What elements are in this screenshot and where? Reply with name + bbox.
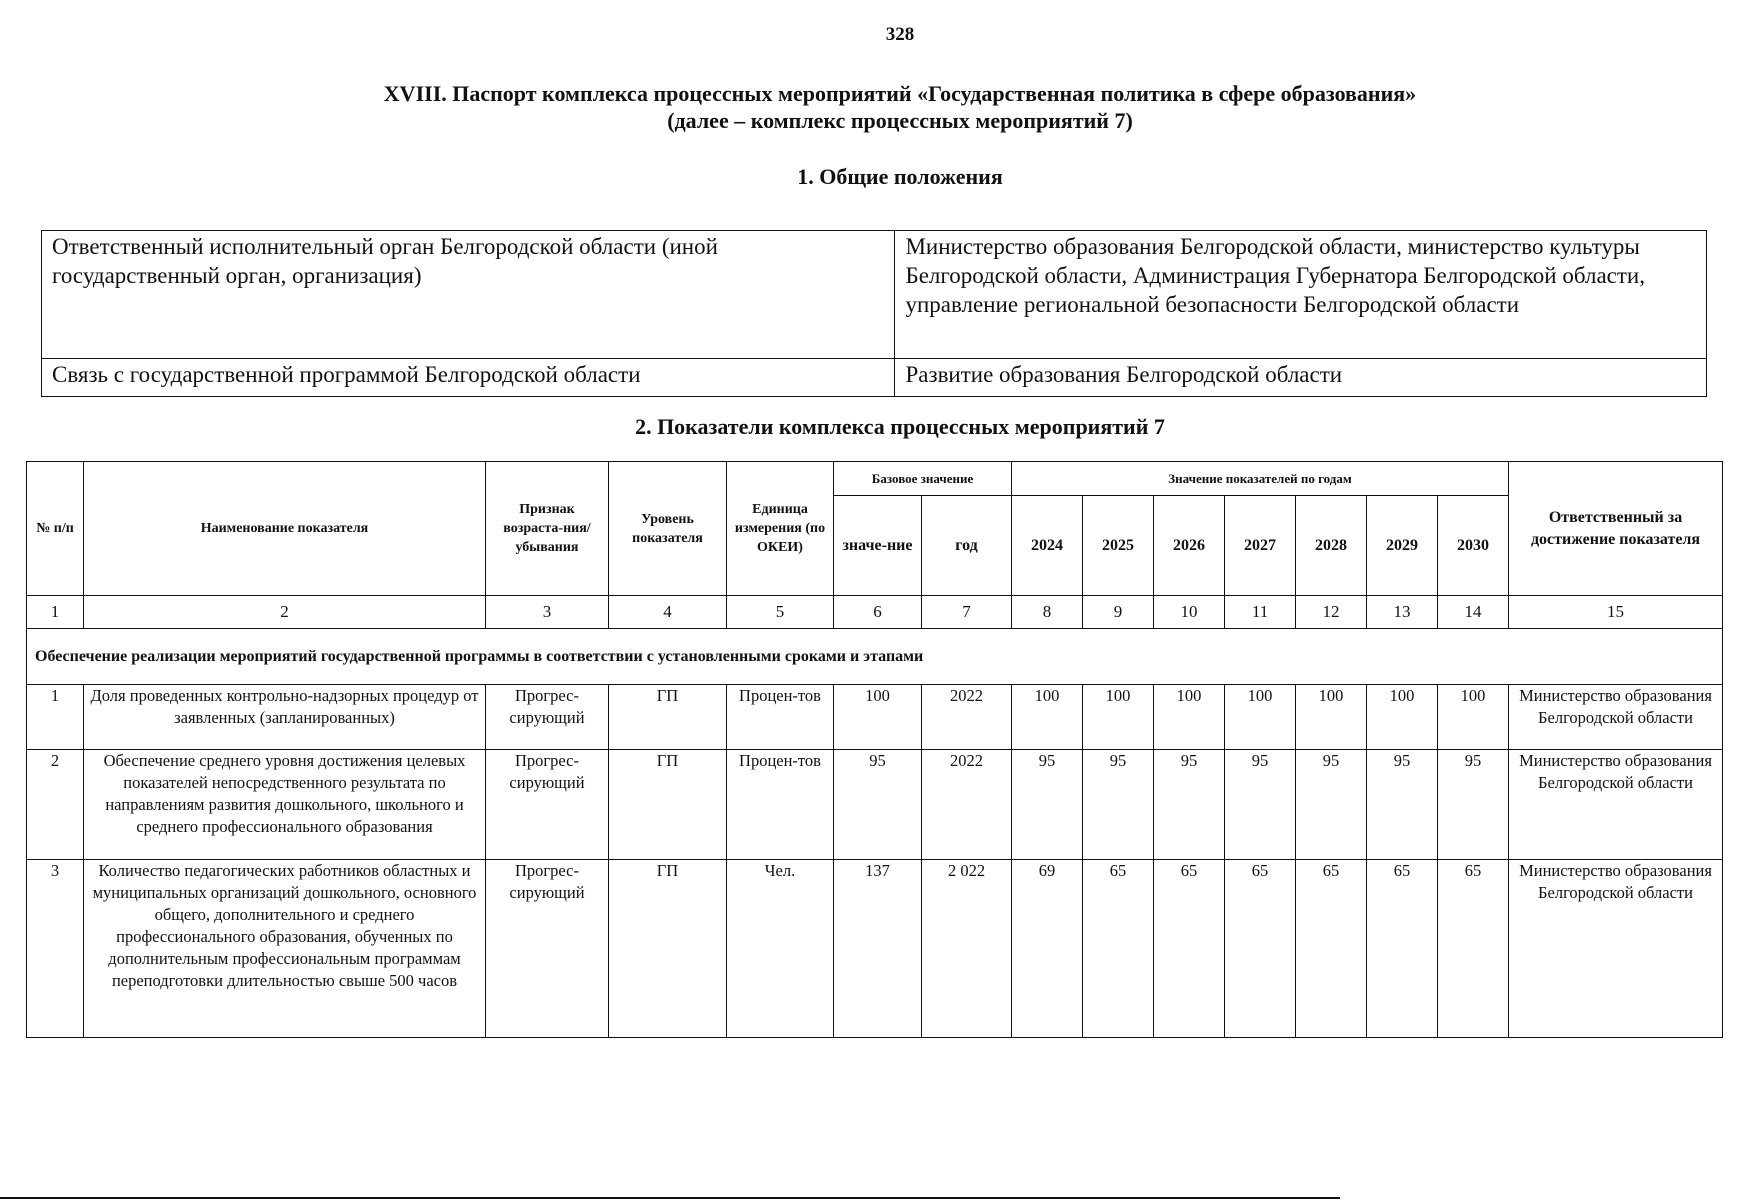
header-num: № п/п xyxy=(27,462,84,596)
row-year-value: 95 xyxy=(1225,750,1296,860)
header-year: 2028 xyxy=(1296,496,1367,596)
row-responsible: Министерство образования Белгородской области xyxy=(1509,860,1723,1038)
header-name: Наименование показателя xyxy=(84,462,486,596)
general-row-label: Связь с государственной программой Белгородской области xyxy=(42,359,895,397)
row-unit: Процен-тов xyxy=(727,685,834,750)
indicators-heading: 2. Показатели комплекса процессных мероприятий 7 xyxy=(635,414,1165,439)
row-num: 1 xyxy=(27,685,84,750)
row-level: ГП xyxy=(609,685,727,750)
header-year: 2024 xyxy=(1012,496,1083,596)
row-unit: Процен-тов xyxy=(727,750,834,860)
row-level: ГП xyxy=(609,860,727,1038)
header-year: 2025 xyxy=(1083,496,1154,596)
document-title xyxy=(0,80,1760,134)
row-year-value: 100 xyxy=(1296,685,1367,750)
row-base-year: 2022 xyxy=(922,750,1012,860)
column-number: 8 xyxy=(1012,596,1083,629)
column-number: 4 xyxy=(609,596,727,629)
column-number: 5 xyxy=(727,596,834,629)
column-number: 6 xyxy=(834,596,922,629)
row-base-value: 137 xyxy=(834,860,922,1038)
header-base-year: год xyxy=(922,496,1012,596)
row-year-value: 65 xyxy=(1083,860,1154,1038)
header-row-top xyxy=(27,462,1723,496)
column-number: 1 xyxy=(27,596,84,629)
row-base-year: 2 022 xyxy=(922,860,1012,1038)
general-provisions-heading: 1. Общие положения xyxy=(797,164,1003,189)
row-year-value: 100 xyxy=(1225,685,1296,750)
row-trend: Прогрес-сирующий xyxy=(486,750,609,860)
row-year-value: 100 xyxy=(1012,685,1083,750)
row-year-value: 95 xyxy=(1438,750,1509,860)
row-trend: Прогрес-сирующий xyxy=(486,685,609,750)
footer-rule xyxy=(0,1197,1340,1199)
table-row xyxy=(27,860,1723,1038)
column-number: 7 xyxy=(922,596,1012,629)
table-row xyxy=(27,750,1723,860)
row-year-value: 65 xyxy=(1154,860,1225,1038)
header-responsible: Ответственный за достижение показателя xyxy=(1509,462,1723,596)
column-number: 3 xyxy=(486,596,609,629)
row-year-value: 65 xyxy=(1296,860,1367,1038)
row-year-value: 65 xyxy=(1367,860,1438,1038)
row-year-value: 69 xyxy=(1012,860,1083,1038)
column-number-row xyxy=(27,596,1723,629)
row-level: ГП xyxy=(609,750,727,860)
column-number: 11 xyxy=(1225,596,1296,629)
row-name: Обеспечение среднего уровня достижения целевых показателей непосредственного результата по направлениям развития дошкольного, школьного и среднего профессионального образования xyxy=(84,750,486,860)
row-year-value: 100 xyxy=(1438,685,1509,750)
row-year-value: 95 xyxy=(1367,750,1438,860)
header-unit: Единица измерения (по ОКЕИ) xyxy=(727,462,834,596)
column-number: 15 xyxy=(1509,596,1723,629)
row-base-value: 95 xyxy=(834,750,922,860)
header-base-group: Базовое значение xyxy=(834,462,1012,496)
row-name: Количество педагогических работников областных и муниципальных организаций дошкольного, основного общего, дополнительного и среднего профессионального образования, обученных по дополнительным профессиональным программам переподготовки длительностью свыше 500 часов xyxy=(84,860,486,1038)
row-num: 3 xyxy=(27,860,84,1038)
row-year-value: 95 xyxy=(1083,750,1154,860)
row-year-value: 100 xyxy=(1367,685,1438,750)
column-number: 2 xyxy=(84,596,486,629)
header-base-value: значе-ние xyxy=(834,496,922,596)
header-level: Уровень показателя xyxy=(609,462,727,596)
column-number: 10 xyxy=(1154,596,1225,629)
row-year-value: 95 xyxy=(1154,750,1225,860)
row-num: 2 xyxy=(27,750,84,860)
header-years-group: Значение показателей по годам xyxy=(1012,462,1509,496)
general-row-program-link xyxy=(42,359,1707,397)
row-trend: Прогрес-сирующий xyxy=(486,860,609,1038)
row-base-value: 100 xyxy=(834,685,922,750)
row-base-year: 2022 xyxy=(922,685,1012,750)
row-year-value: 100 xyxy=(1083,685,1154,750)
general-row-label: Ответственный исполнительный орган Белгородской области (иной государственный орган, организация) xyxy=(42,231,895,359)
column-number: 13 xyxy=(1367,596,1438,629)
section-row-label: Обеспечение реализации мероприятий государственной программы в соответствии с установленными сроками и этапами xyxy=(27,629,1723,685)
document-title-line2: (далее – комплекс процессных мероприятий 7) xyxy=(667,108,1133,133)
row-year-value: 95 xyxy=(1012,750,1083,860)
general-row-value: Развитие образования Белгородской области xyxy=(895,359,1707,397)
header-year: 2030 xyxy=(1438,496,1509,596)
header-year: 2027 xyxy=(1225,496,1296,596)
general-row-value: Министерство образования Белгородской области, министерство культуры Белгородской области, Администрация Губернатора Белгородской области, управление региональной безопасности Белгородской области xyxy=(895,231,1707,359)
column-number: 14 xyxy=(1438,596,1509,629)
row-year-value: 95 xyxy=(1296,750,1367,860)
column-number: 9 xyxy=(1083,596,1154,629)
row-responsible: Министерство образования Белгородской области xyxy=(1509,685,1723,750)
header-trend: Признак возраста-ния/ убывания xyxy=(486,462,609,596)
page-number: 328 xyxy=(885,24,915,45)
document-title-line1: XVIII. Паспорт комплекса процессных мероприятий «Государственная политика в сфере образования» xyxy=(383,81,1417,106)
general-row-responsible xyxy=(42,231,1707,359)
header-year: 2029 xyxy=(1367,496,1438,596)
row-responsible: Министерство образования Белгородской области xyxy=(1509,750,1723,860)
general-provisions-table xyxy=(41,230,1707,397)
column-number: 12 xyxy=(1296,596,1367,629)
row-year-value: 65 xyxy=(1225,860,1296,1038)
header-year: 2026 xyxy=(1154,496,1225,596)
row-name: Доля проведенных контрольно-надзорных процедур от заявленных (запланированных) xyxy=(84,685,486,750)
indicators-table xyxy=(26,461,1723,1038)
row-year-value: 65 xyxy=(1438,860,1509,1038)
table-row xyxy=(27,685,1723,750)
row-year-value: 100 xyxy=(1154,685,1225,750)
section-row xyxy=(27,629,1723,685)
row-unit: Чел. xyxy=(727,860,834,1038)
